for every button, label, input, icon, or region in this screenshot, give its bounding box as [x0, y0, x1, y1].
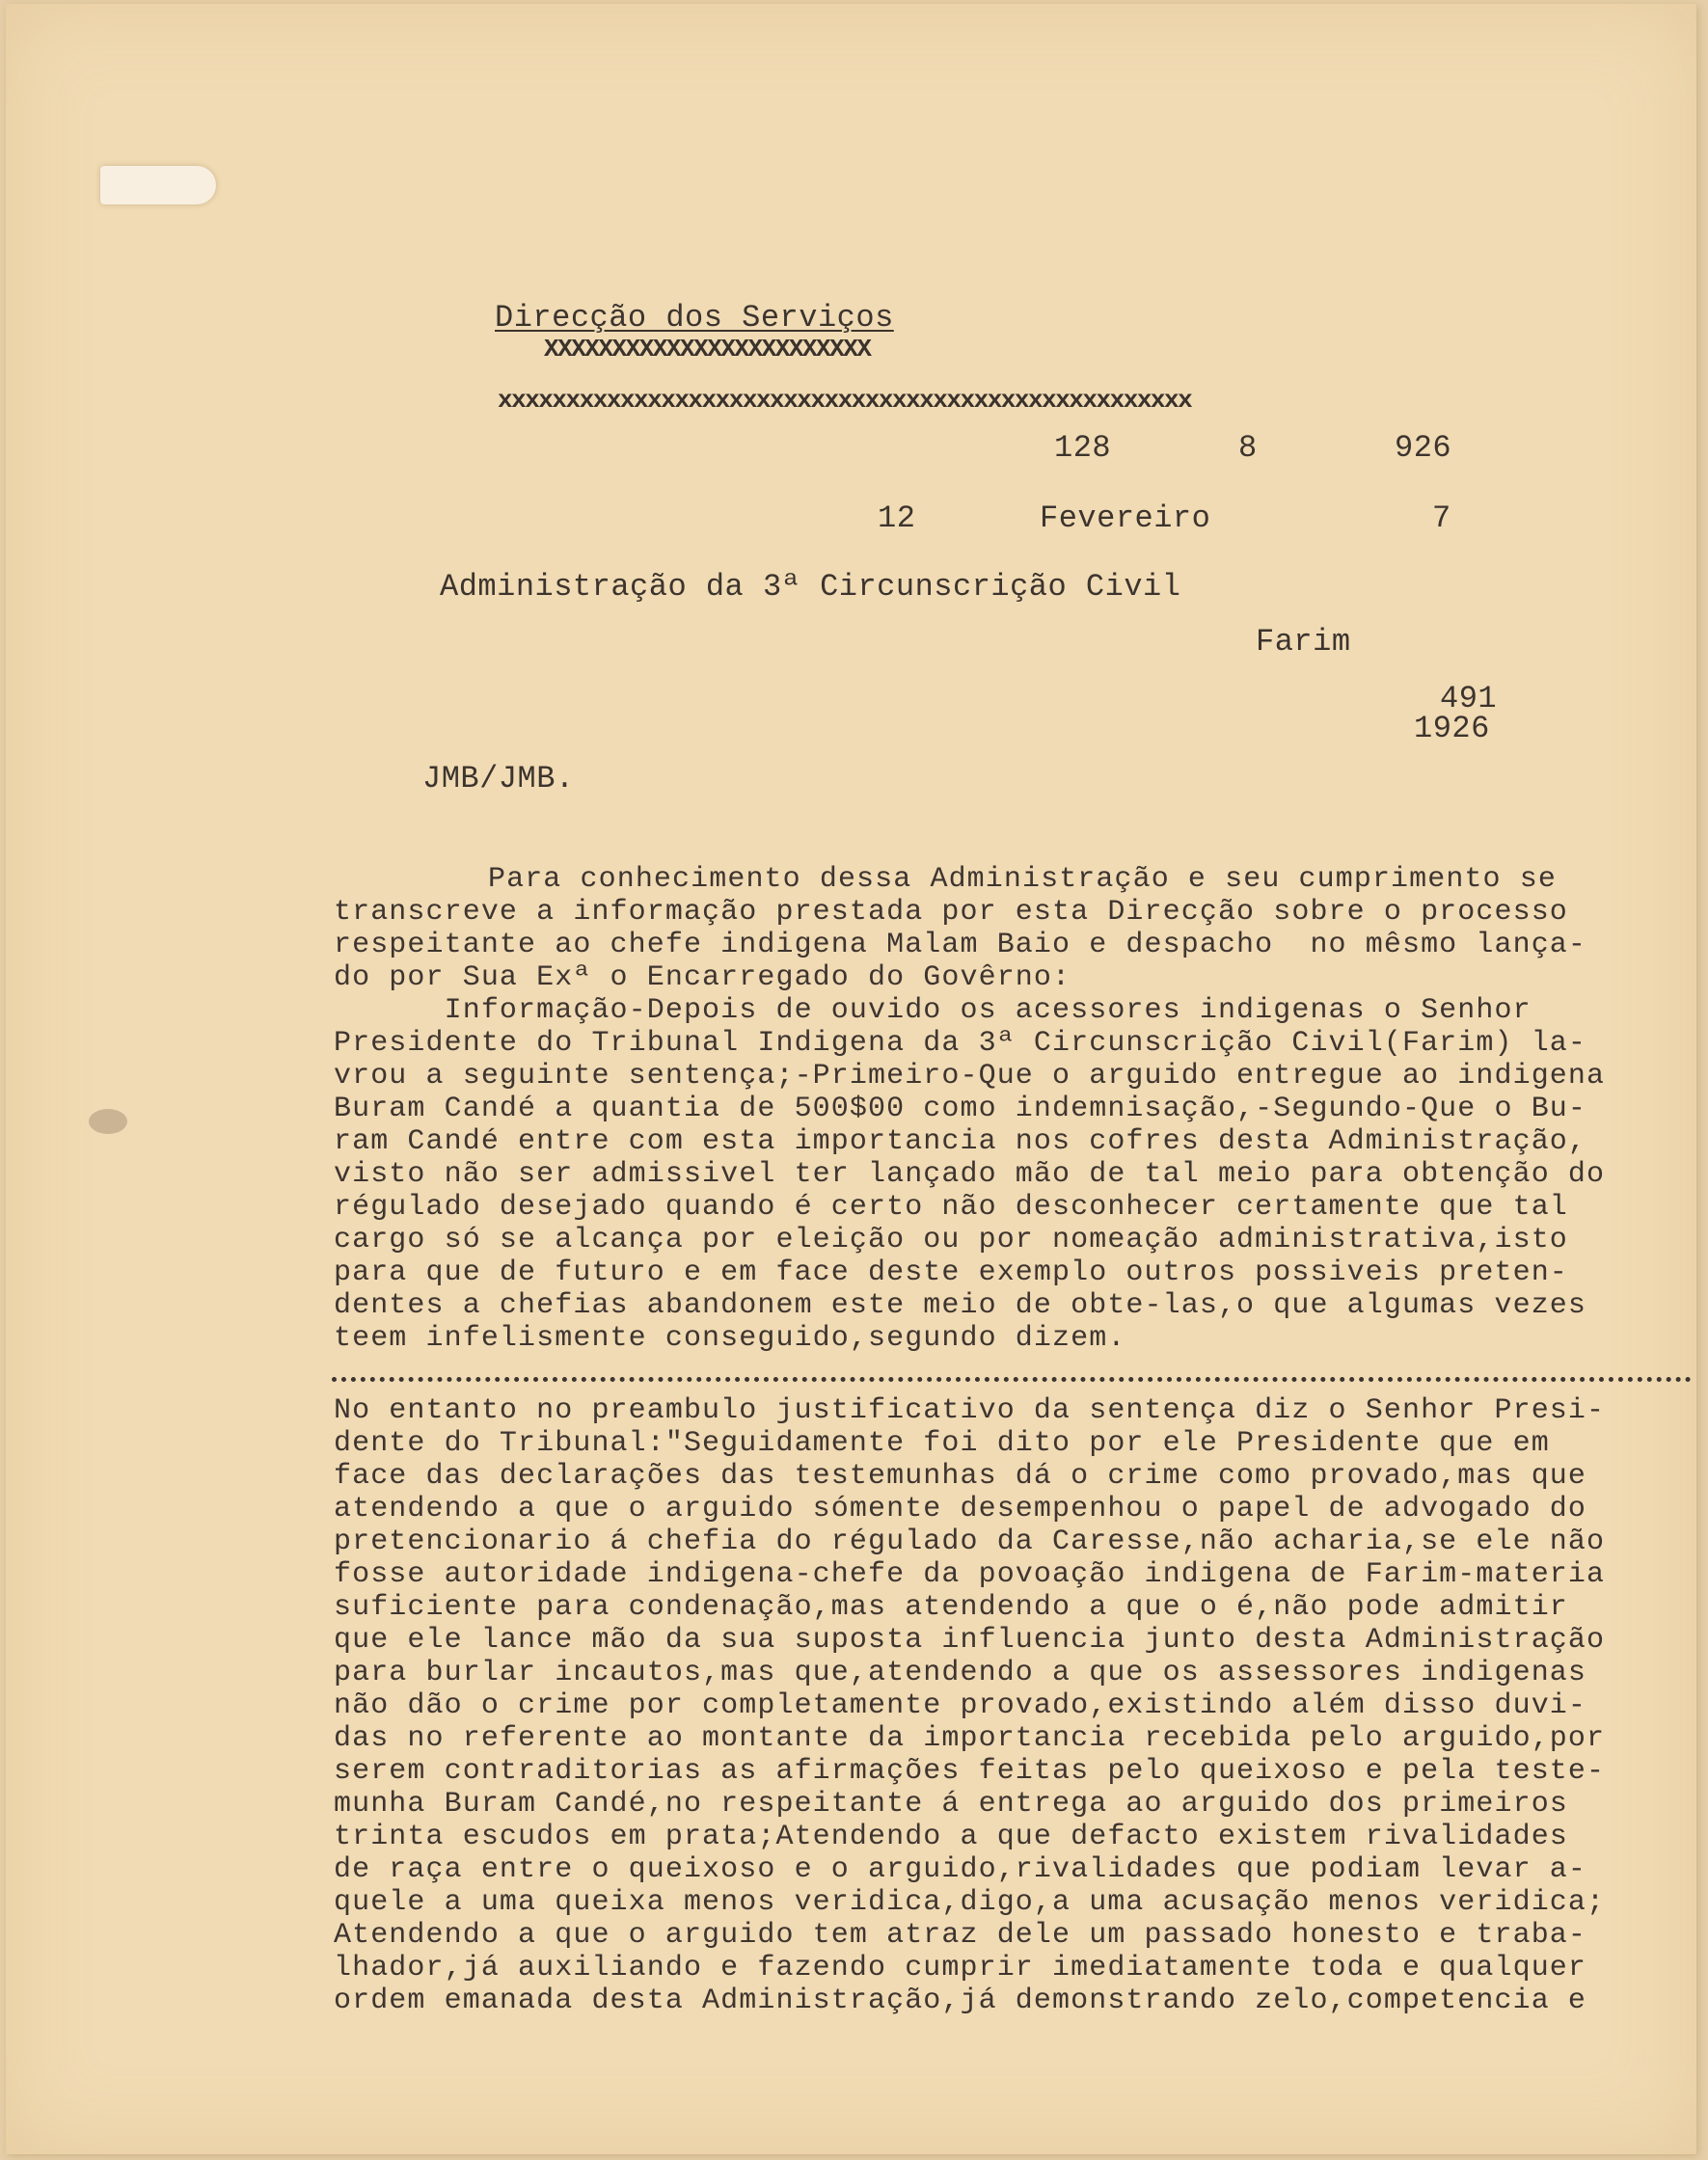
body-line: transcreve a informação prestada por esta Direcção sobre o processo: [334, 896, 1568, 929]
reference-number-c: 926: [1395, 430, 1452, 466]
body-line: para burlar incautos,mas que,atendendo a que os assessores indigenas: [334, 1657, 1586, 1689]
body-line: ram Candé entre com esta importancia nos cofres desta Administração,: [334, 1125, 1586, 1158]
body-line: Informação-Depois de ouvido os acessores indigenas o Senhor: [334, 994, 1532, 1027]
registry-year: 1926: [1414, 711, 1490, 746]
paper-tear-mark: [100, 166, 216, 204]
body-line: fosse autoridade indigena-chefe da povoação indigena de Farim-materia: [334, 1558, 1606, 1591]
date-month: Fevereiro: [1040, 500, 1211, 536]
reference-number-a: 128: [1054, 430, 1112, 466]
body-line: dente do Tribunal:"Seguidamente foi dito por ele Presidente que em: [334, 1427, 1550, 1460]
document-page: [6, 4, 1696, 2154]
body-line: suficiente para condenação,mas atendendo a que o é,não pode admitir: [334, 1591, 1568, 1624]
body-line: atendendo a que o arguido sómente desempenhou o papel de advogado do: [334, 1493, 1586, 1526]
struck-out-line: XXXXXXXXXXXXXXXXXXXXXXXX: [544, 335, 871, 364]
body-line: pretencionario á chefia do régulado da Caresse,não acharia,se ele não: [334, 1526, 1606, 1558]
body-line: lhador,já auxiliando e fazendo cumprir imediatamente toda e qualquer: [334, 1952, 1586, 1984]
body-line: vrou a seguinte sentença;-Primeiro-Que o arguido entregue ao indigena: [334, 1060, 1606, 1093]
department-heading: Direcção dos Serviços: [495, 300, 894, 336]
body-line: do por Sua Exª o Encarregado do Govêrno:: [334, 961, 1071, 994]
body-line: teem infelismente conseguido,segundo dizem.: [334, 1322, 1126, 1355]
body-line: Para conhecimento dessa Administração e seu cumprimento se: [488, 863, 1557, 896]
body-line: não dão o crime por completamente provado,existindo além disso duvi-: [334, 1689, 1586, 1722]
dotted-separator: [332, 1365, 1692, 1382]
body-line: Presidente do Tribunal Indigena da 3ª Circunscrição Civil(Farim) la-: [334, 1027, 1586, 1060]
registry-number: 491: [1440, 681, 1498, 716]
body-line: régulado desejado quando é certo não desconhecer certamente que tal: [334, 1191, 1568, 1224]
body-line: Buram Candé a quantia de 500$00 como indemnisação,-Segundo-Que o Bu-: [334, 1093, 1586, 1125]
body-line: Atendendo a que o arguido tem atraz dele um passado honesto e traba-: [334, 1919, 1586, 1952]
body-line: que ele lance mão da sua suposta influencia junto desta Administração: [334, 1624, 1606, 1657]
body-line: das no referente ao montante da importancia recebida pelo arguido,por: [334, 1722, 1606, 1755]
struck-out-rule: xxxxxxxxxxxxxxxxxxxxxxxxxxxxxxxxxxxxxxxxxxxxxxxxxxx: [498, 386, 1192, 415]
body-line: face das declarações das testemunhas dá o crime como provado,mas que: [334, 1460, 1586, 1493]
body-line: visto não ser admissivel ter lançado mão de tal meio para obtenção do: [334, 1158, 1606, 1191]
date-number: 7: [1432, 500, 1451, 536]
body-line: quele a uma queixa menos veridica,digo,a uma acusação menos veridica;: [334, 1886, 1606, 1919]
body-line: para que de futuro e em face deste exemplo outros possiveis preten-: [334, 1256, 1568, 1289]
typist-initials: JMB/JMB.: [422, 761, 575, 796]
date-day: 12: [878, 500, 916, 536]
body-line: munha Buram Candé,no respeitante á entrega ao arguido dos primeiros: [334, 1788, 1568, 1821]
body-line: respeitante ao chefe indigena Malam Baio e despacho no mêsmo lança-: [334, 929, 1586, 961]
addressee-place: Farim: [1256, 624, 1351, 660]
addressee-administration: Administração da 3ª Circunscrição Civil: [440, 569, 1181, 605]
body-line: serem contraditorias as afirmações feitas pelo queixoso e pela teste-: [334, 1755, 1606, 1788]
reference-number-b: 8: [1238, 430, 1258, 466]
body-line: dentes a chefias abandonem este meio de obte-las,o que algumas vezes: [334, 1289, 1586, 1322]
body-line: cargo só se alcança por eleição ou por nomeação administrativa,isto: [334, 1224, 1568, 1256]
body-line: ordem emanada desta Administração,já demonstrando zelo,competencia e: [334, 1984, 1586, 2017]
body-line: de raça entre o queixoso e o arguido,rivalidades que podiam levar a-: [334, 1853, 1586, 1886]
body-line: No entanto no preambulo justificativo da sentença diz o Senhor Presi-: [334, 1394, 1606, 1427]
body-line: trinta escudos em prata;Atendendo a que defacto existem rivalidades: [334, 1821, 1568, 1853]
paper-stain: [89, 1109, 127, 1134]
